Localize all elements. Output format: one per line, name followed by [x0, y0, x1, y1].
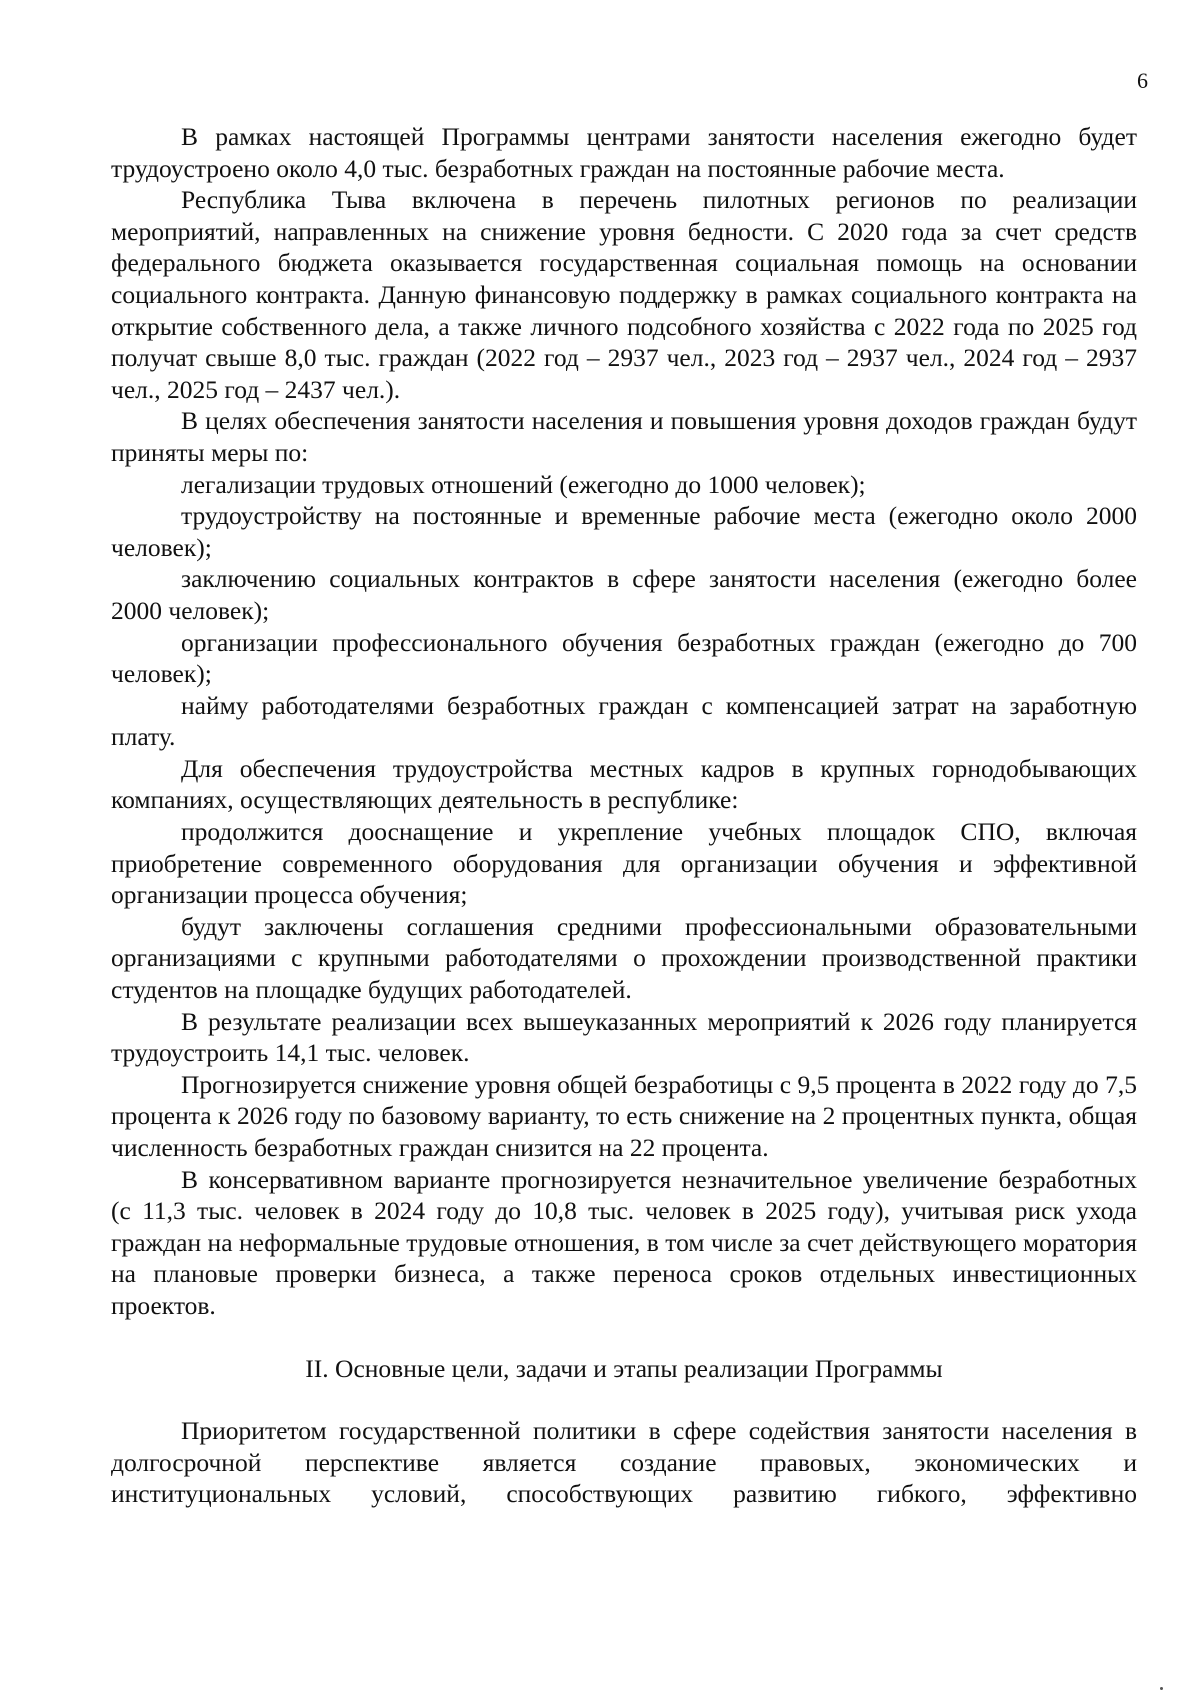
- paragraph: В рамках настоящей Программы центрами занятости населения ежегодно будет трудоустроено около 4,0 тыс. безработных граждан на постоянные рабочие места.: [111, 122, 1137, 183]
- paragraph: В целях обеспечения занятости населения и повышения уровня доходов граждан будут приняты меры по:: [111, 406, 1137, 467]
- scan-speck: [1160, 1687, 1163, 1690]
- paragraph: В консервативном варианте прогнозируется незначительное увеличение безработных (с 11,3 тыс. человек в 2024 году до 10,8 тыс. человек в 2025 году), учитывая риск ухода граждан на неформальные трудовые отношения, в том числе за счет действующего моратория на плановые проверки бизнеса, а также переноса сроков отдельных инвестиционных проектов.: [111, 1164, 1137, 1320]
- paragraph: Республика Тыва включена в перечень пилотных регионов по реализации мероприятий, направленных на снижение уровня бедности. С 2020 года за счет средств федерального бюджета оказывается государственная социальная помощь на основании социального контракта. Данную финансовую поддержку в рамках социального контракта на открытие собственного дела, а также личного подсобного хозяйства с 2022 года по 2025 год получат свыше 8,0 тыс. граждан (2022 год – 2937 чел., 2023 год – 2937 чел., 2024 год – 2937 чел., 2025 год – 2437 чел.).: [111, 185, 1137, 404]
- list-item: трудоустройству на постоянные и временные рабочие места (ежегодно около 2000 человек);: [111, 501, 1137, 562]
- list-item: продолжится дооснащение и укрепление учебных площадок СПО, включая приобретение современного оборудования для организации обучения и эффективной организации процесса обучения;: [111, 817, 1137, 910]
- list-item: организации профессионального обучения безработных граждан (ежегодно до 700 человек);: [111, 627, 1137, 689]
- list-item: найму работодателями безработных граждан с компенсацией затрат на заработную плату.: [111, 690, 1137, 752]
- paragraph: Для обеспечения трудоустройства местных кадров в крупных горнодобывающих компаниях, осуществляющих деятельность в республике:: [111, 753, 1137, 815]
- paragraph: Приоритетом государственной политики в сфере содействия занятости населения в долгосрочной перспективе является создание правовых, экономических и институциональных условий, способствующих развитию гибкого, эффективно: [111, 1416, 1137, 1509]
- list-item: будут заключены соглашения средними профессиональными образовательными организациями с крупными работодателями о прохождении производственной практики студентов на площадке будущих работодателей.: [111, 911, 1137, 1005]
- paragraph: Прогнозируется снижение уровня общей безработицы с 9,5 процента в 2022 году до 7,5 процента к 2026 году по базовому варианту, то есть снижение на 2 процентных пункта, общая численность безработных граждан снизится на 22 процента.: [111, 1069, 1137, 1162]
- list-item: легализации трудовых отношений (ежегодно до 1000 человек);: [181, 469, 866, 499]
- document-body: [111, 121, 1137, 1510]
- paragraph: В результате реализации всех вышеуказанных мероприятий к 2026 году планируется трудоустроить 14,1 тыс. человек.: [111, 1006, 1137, 1068]
- list-item: заключению социальных контрактов в сфере занятости населения (ежегодно более 2000 человек);: [111, 564, 1137, 625]
- page-number: 6: [1137, 68, 1148, 93]
- section-heading: II. Основные цели, задачи и этапы реализации Программы: [305, 1353, 943, 1383]
